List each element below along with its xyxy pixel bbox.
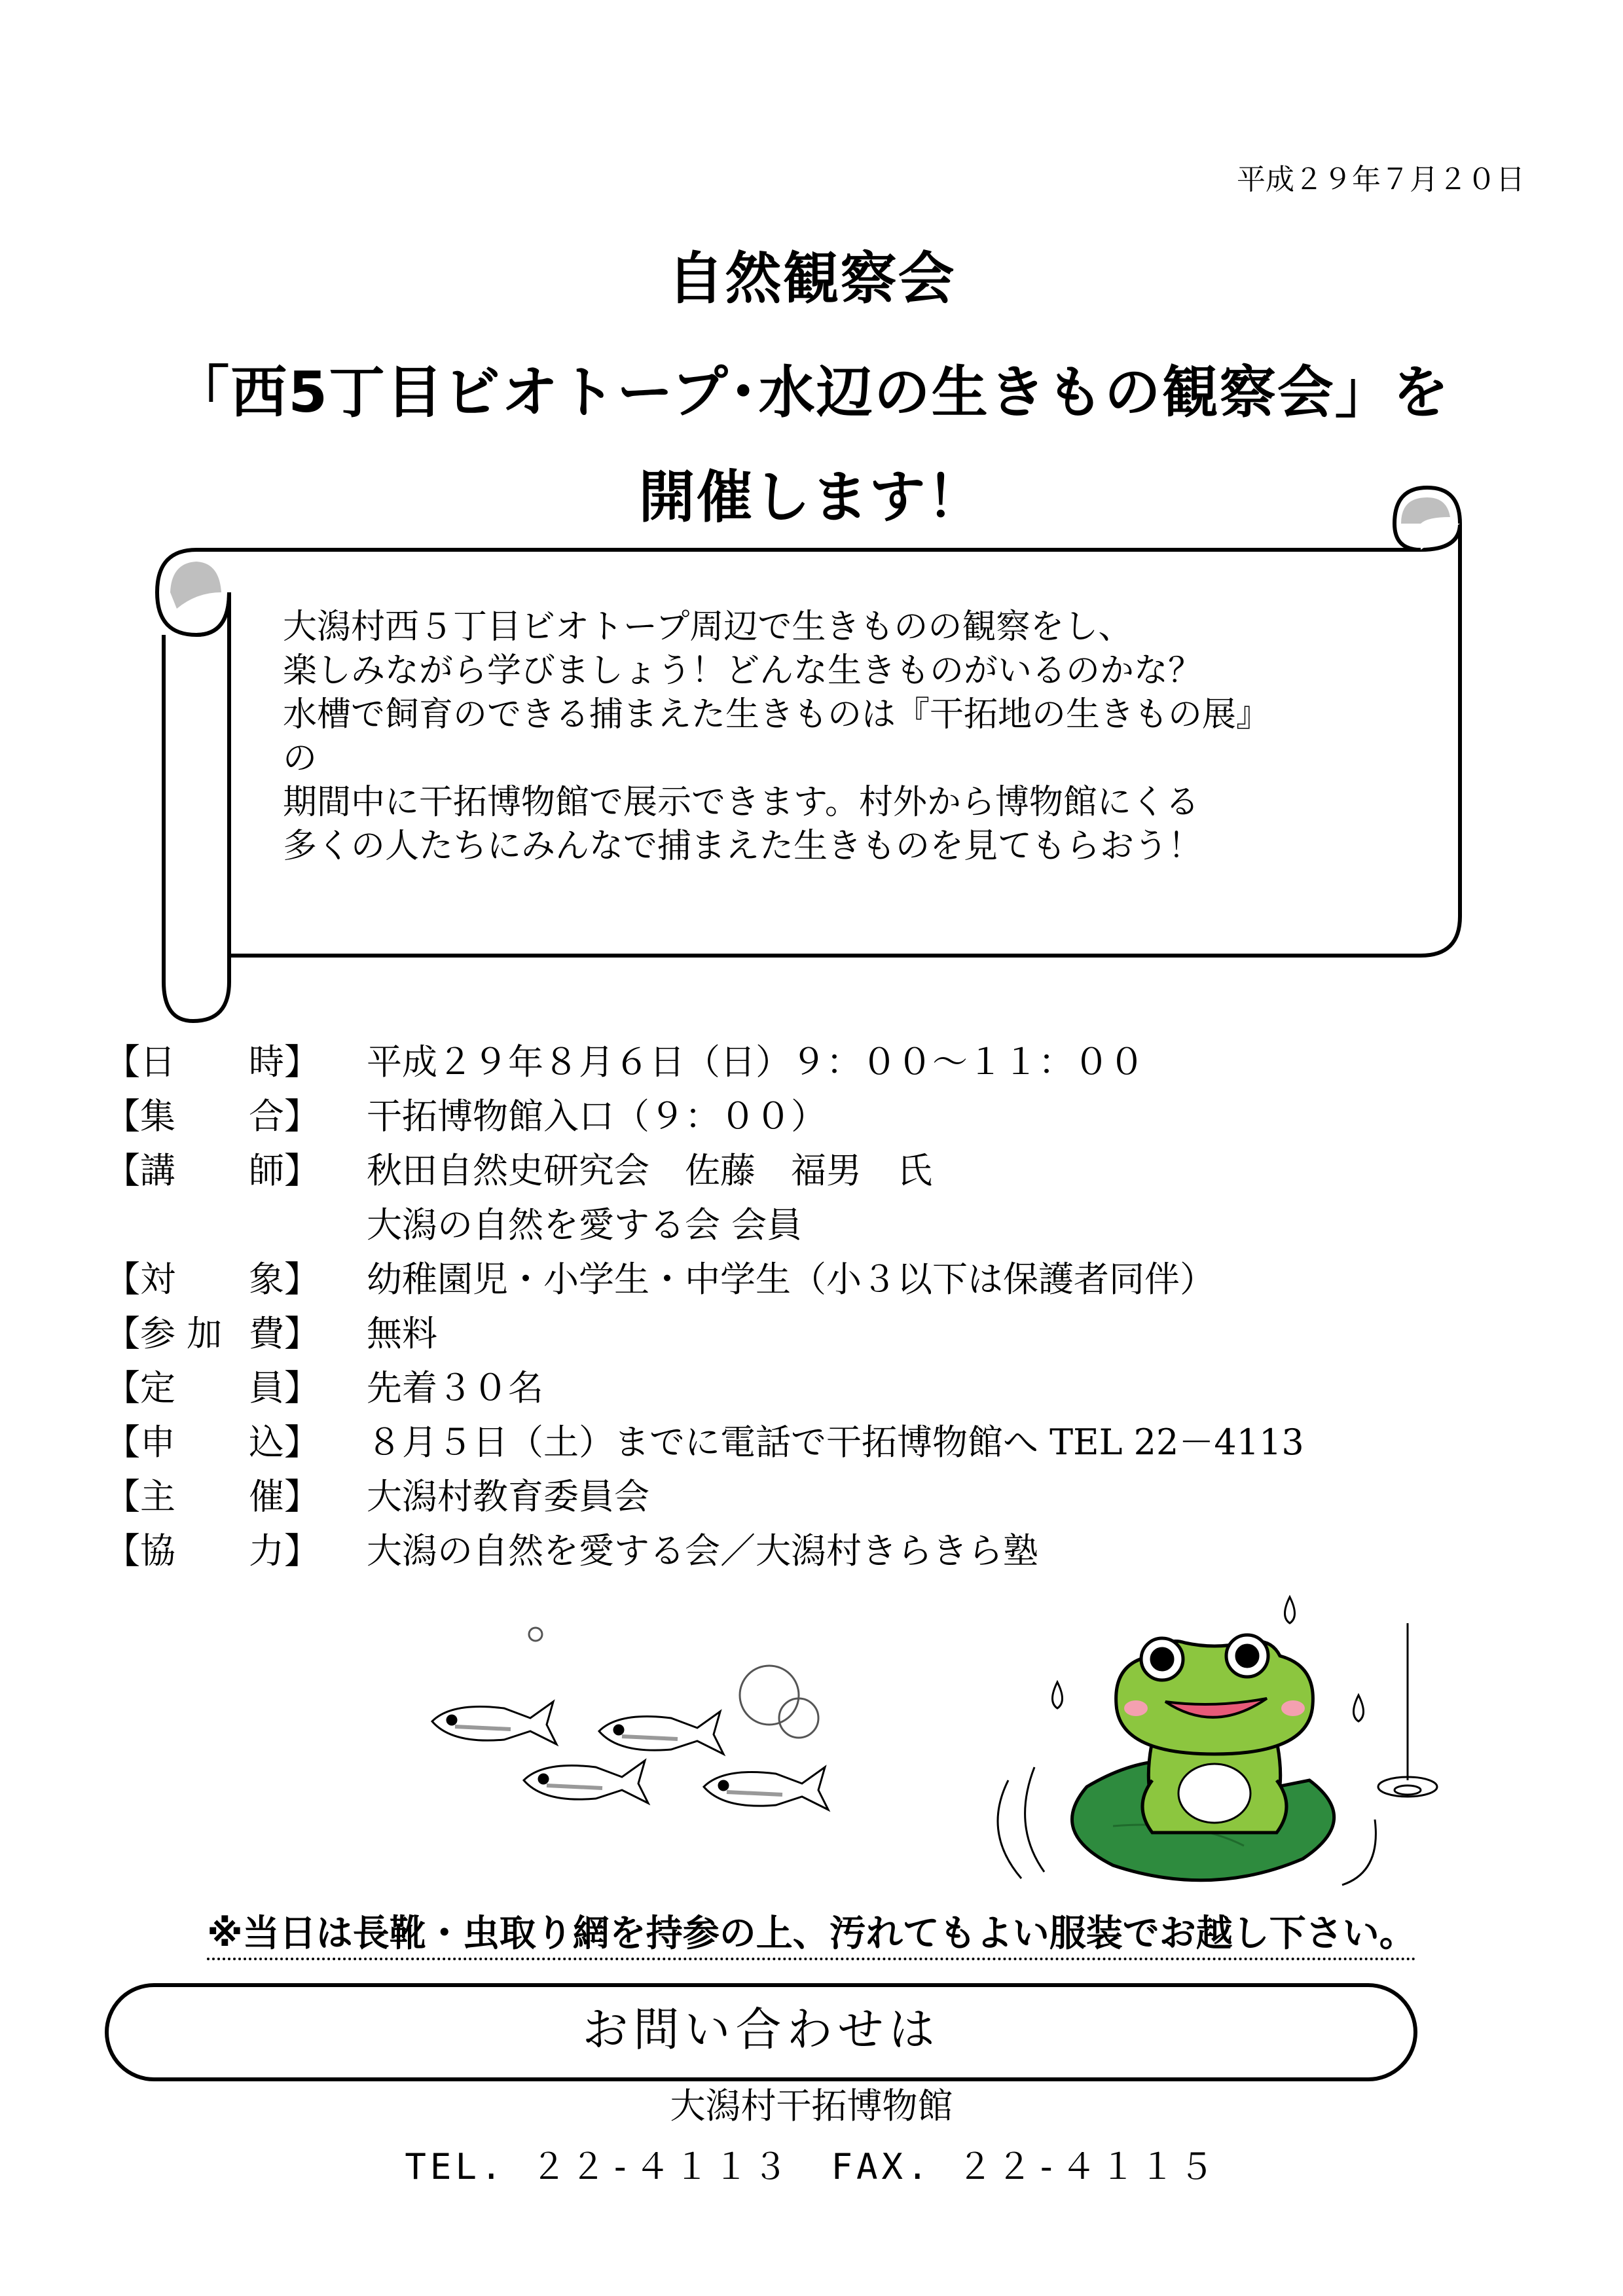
intro-line: 水槽で飼育のできる捕まえた生きものは『干拓地の生きもの展』 [283,695,1271,734]
intro-line: 多くの人たちにみんなで捕まえた生きものを見てもらおう！ [283,827,1203,866]
museum-name: 大潟村干拓博物館 [670,2085,953,2126]
date: 平成２９年７月２０日 [1237,163,1525,196]
detail-value: 幼稚園児・小学生・中学生（小３以下は保護者同伴） [367,1259,1215,1300]
fish-icon [599,1712,723,1754]
notice [0,1905,1623,1957]
detail-value: 平成２９年８月６日（日）９：００～１１：００ [367,1041,1144,1083]
frog-icon [1116,1635,1313,1833]
intro-line: 大潟村西５丁目ビオトープ周辺で生きものの観察をし、 [283,607,1133,647]
contact-heading: お問い合わせは [582,2003,940,2056]
title-line-1: 自然観察会 [667,246,956,312]
detail-value: 大潟村教育委員会 [367,1476,649,1517]
fish-icon [524,1761,648,1803]
intro-line: 楽しみながら学びましょう！どんな生きものがいるのかな？ [283,651,1203,691]
contact-phones: TEL. ２２-４１１３ FAX. ２２-４１１５ [405,2146,1218,2187]
contact-heading-box [105,1983,1417,2081]
fish-icon [704,1767,828,1810]
title-line-3: 開催します！ [638,465,985,530]
detail-value: 大潟の自然を愛する会 会員 [367,1204,803,1246]
detail-value: 秋田自然史研究会 佐藤 福男 氏 [367,1150,932,1191]
intro-line: 期間中に干拓博物館で展示できます。村外から博物館にくる [283,783,1199,822]
detail-value: 干拓博物館入口（９：００） [367,1096,826,1137]
detail-value: 先着３０名 [367,1367,543,1408]
flyer-page: 平成２９年７月２０日 自然観察会 「西5丁目ビオトープ･水辺の生きもの観察会」を 開催します！ 大潟村西５丁目ビオトープ周辺で生きものの観察をし、 楽しみながら学びましょう！どんな生きものがいるのかな？ 水槽で飼育のできる捕まえた生きものは『干拓地の生きもの展』 の 期間中に干拓博物館で展示できます。村外から博物館にくる 多くの人たちにみんなで捕まえた生きものを見てもらおう！ 【日 時】 平成２９年８月６日（日）９：００～１１：００ 【集 合】 干拓博物館入口（９：００） 【講 師】 秋田自然史研究会 佐藤 福男 氏 大潟の自然を愛する会 会員 【対 象】 幼稚園児・小学生・中学生（小３以下は保護者同伴） 【参 加 費】 無料 【定 員】 先着３０名 【申 込】 ８月５日（土）までに電話で干拓博物館へ TEL 22－4113 【主 催】 大潟村教育委員会 【協 力】 大潟の自然を愛する会／大潟村きらきら塾 ※当日は長靴・虫取り網を持参の上、汚れてもよい服装でお越し下さい。 お問い合わせは 大潟村干拓博物館 TEL. ２２-４１１３ FAX. ２２-４１１５ [0,0,1623,2296]
notice-text: ※当日は長靴・虫取り網を持参の上、汚れてもよい服装でお越し下さい。 [207,1912,1415,1960]
fish-icon [432,1702,556,1744]
title-line-2: 「西5丁目ビオトープ･水辺の生きもの観察会」を [173,360,1450,425]
fish-group [432,1702,828,1810]
detail-value: 無料 [367,1313,437,1354]
intro-text [283,605,1474,869]
intro-line: の [283,739,318,778]
detail-value: 大潟の自然を愛する会／大潟村きらきら塾 [367,1530,1038,1571]
detail-value: ８月５日（土）までに電話で干拓博物館へ TEL 22－4113 [367,1422,1304,1463]
